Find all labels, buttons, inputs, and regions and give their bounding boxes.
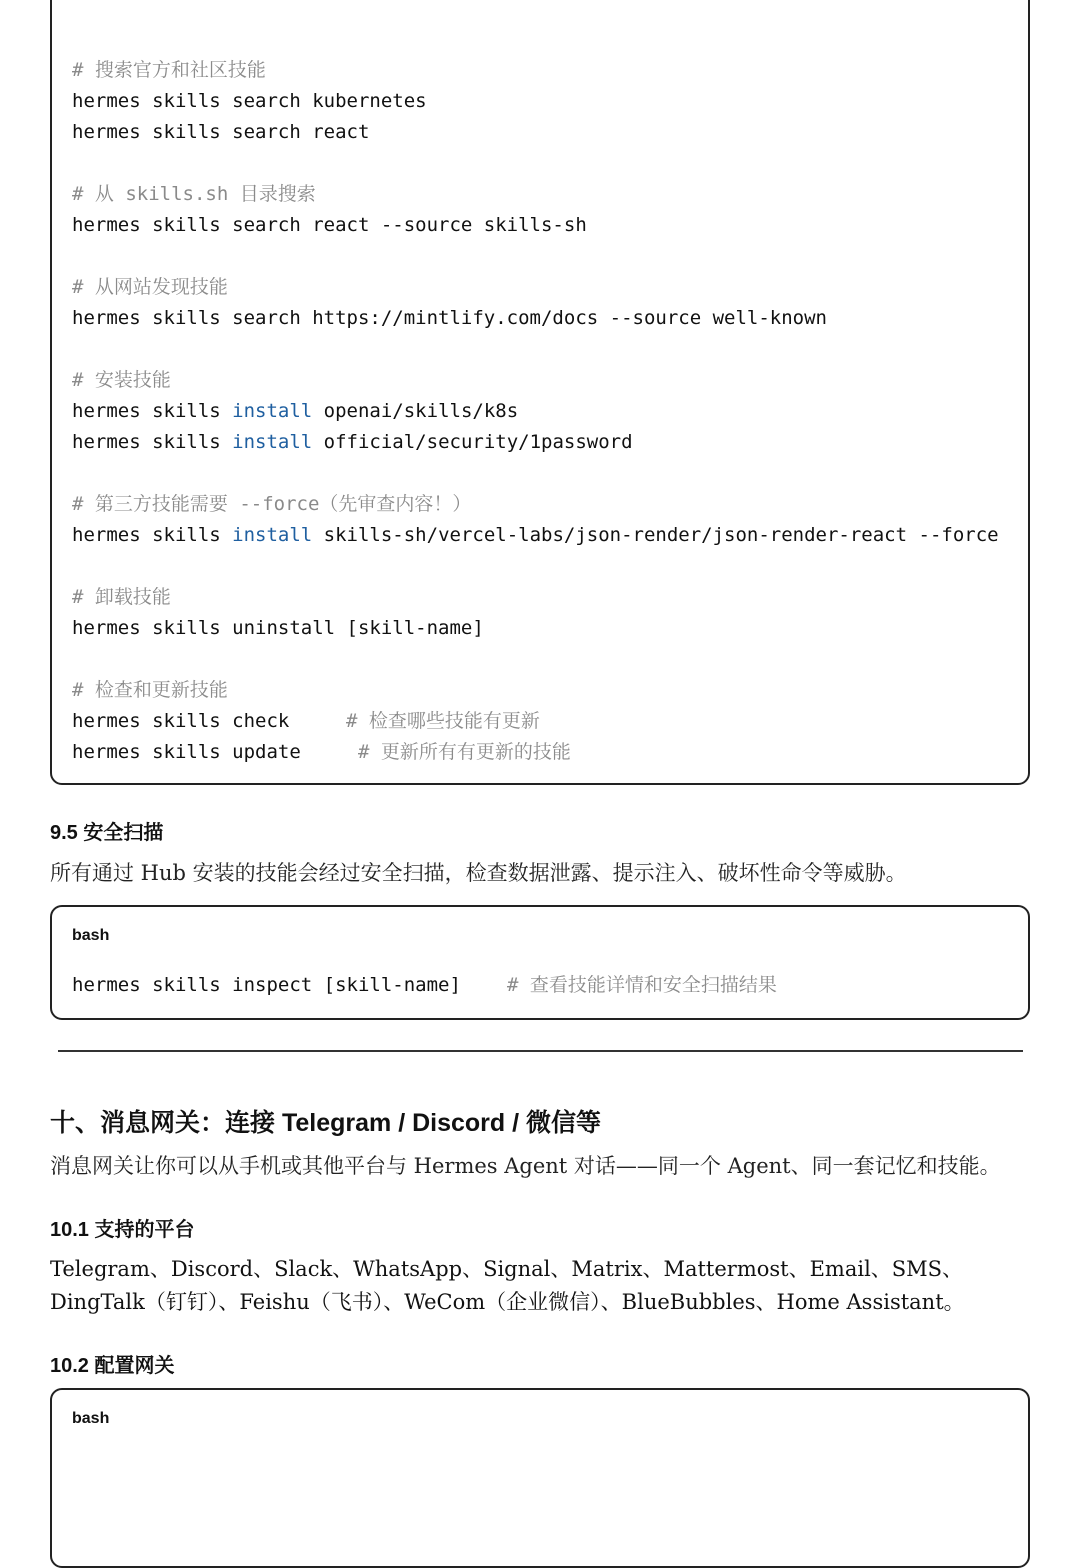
install-keyword: install [232, 524, 313, 546]
code-prefix: hermes skills [72, 524, 233, 546]
section-divider [58, 1050, 1023, 1052]
platforms-line-1: Telegram、Discord、Slack、WhatsApp、Signal、Matrix、Mattermost、Email、SMS、 [50, 1257, 964, 1281]
heading-10: 十、消息网关：连接 Telegram / Discord / 微信等 [50, 1109, 602, 1137]
skills-code-block [50, 0, 1030, 785]
gateway-code-block [50, 1388, 1030, 1568]
trail-comment-inspect: # 查看技能详情和安全扫描结果 [507, 974, 777, 996]
code-text: hermes skills inspect [skill-name] [72, 974, 461, 996]
cmd-search-kubernetes: hermes skills search kubernetes [72, 90, 427, 112]
code-prefix: hermes skills [72, 431, 233, 453]
comment-discover-web: # 从网站发现技能 [72, 276, 228, 298]
cmd-update [72, 740, 571, 764]
code-lang-label: bash [72, 927, 110, 944]
inspect-code-block [50, 905, 1030, 1020]
cmd-install-1password [72, 430, 633, 454]
comment-check-update: # 检查和更新技能 [72, 679, 228, 701]
heading-10-2: 10.2 配置网关 [50, 1355, 175, 1377]
code-suffix: skills-sh/vercel-labs/json-render/json-render-react --force [312, 524, 999, 546]
install-keyword: install [232, 400, 313, 422]
code-text: hermes skills check [72, 710, 290, 732]
code-suffix: official/security/1password [312, 431, 633, 453]
cmd-uninstall: hermes skills uninstall [skill-name] [72, 617, 484, 639]
cmd-inspect [72, 973, 777, 997]
comment-search-skills-sh: # 从 skills.sh 目录搜索 [72, 183, 316, 205]
cmd-install-k8s [72, 399, 518, 423]
cmd-install-json-render [72, 523, 999, 547]
paragraph-security-scan: 所有通过 Hub 安装的技能会经过安全扫描，检查数据泄露、提示注入、破坏性命令等威胁。 [50, 861, 907, 885]
cmd-search-react: hermes skills search react [72, 121, 370, 143]
comment-third-party-force: # 第三方技能需要 --force（先审查内容！） [72, 493, 472, 515]
comment-install: # 安装技能 [72, 369, 171, 391]
cmd-check [72, 709, 540, 733]
trail-comment-update: # 更新所有有更新的技能 [358, 741, 571, 763]
code-prefix: hermes skills [72, 400, 233, 422]
code-text: hermes skills update [72, 741, 301, 763]
comment-search-official: # 搜索官方和社区技能 [72, 59, 266, 81]
platforms-line-2: DingTalk（钉钉）、Feishu（飞书）、WeCom（企业微信）、BlueBubbles、Home Assistant。 [50, 1290, 965, 1314]
code-suffix: openai/skills/k8s [312, 400, 519, 422]
cmd-search-react-source: hermes skills search react --source skills-sh [72, 214, 587, 236]
install-keyword: install [232, 431, 313, 453]
comment-uninstall: # 卸载技能 [72, 586, 171, 608]
trail-comment-check: # 检查哪些技能有更新 [346, 710, 540, 732]
heading-9-5: 9.5 安全扫描 [50, 822, 164, 844]
cmd-search-url: hermes skills search https://mintlify.com/docs --source well-known [72, 307, 827, 329]
heading-10-1: 10.1 支持的平台 [50, 1219, 195, 1241]
code-lang-label: bash [72, 1410, 110, 1427]
paragraph-gateway-intro: 消息网关让你可以从手机或其他平台与 Hermes Agent 对话——同一个 Agent、同一套记忆和技能。 [50, 1154, 1001, 1178]
